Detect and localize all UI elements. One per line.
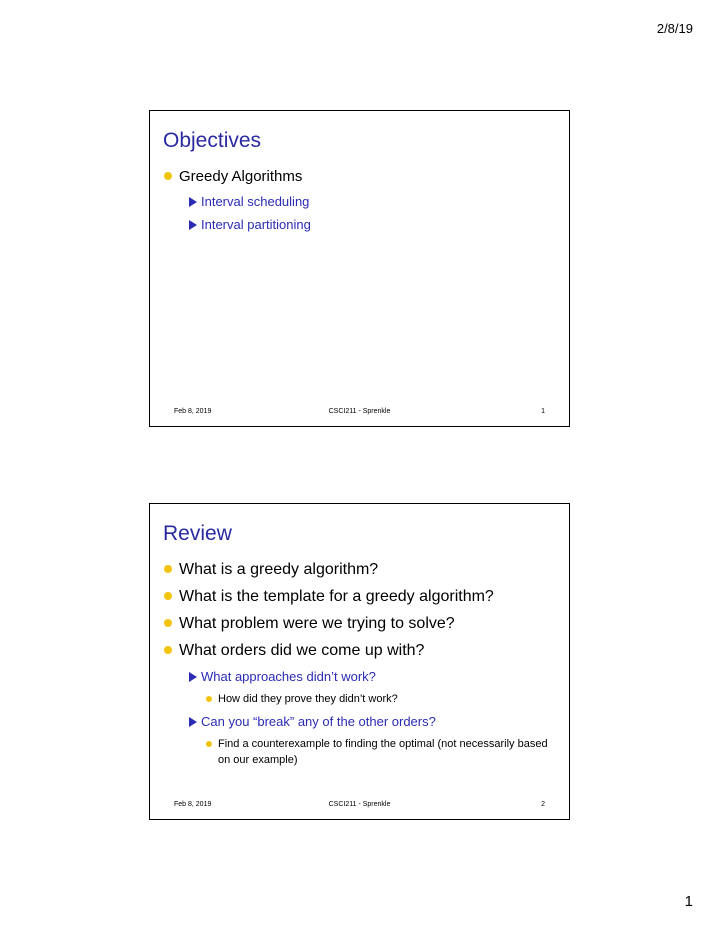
slide-footer	[150, 801, 569, 811]
bullet-item: What is the template for a greedy algorithm?	[163, 587, 561, 606]
sub-sub-bullet-item: How did they prove they didn’t work?	[163, 691, 561, 707]
slide-title: Objectives	[163, 129, 262, 152]
sub-bullet-text: Interval partitioning	[201, 217, 311, 232]
bullet-item: What is a greedy algorithm?	[163, 560, 561, 579]
footer-date: Feb 8, 2019	[174, 408, 212, 415]
bullet-item: What problem were we trying to solve?	[163, 614, 561, 633]
arrow-bullet-icon	[189, 717, 197, 727]
sub-bullet-item	[163, 216, 561, 233]
arrow-bullet-icon	[189, 672, 197, 682]
slide-2	[149, 503, 570, 820]
footer-slide-number: 2	[541, 801, 545, 808]
arrow-bullet-icon	[189, 197, 197, 207]
footer-course: CSCI211 - Sprenkle	[328, 801, 391, 808]
bullet-item: What orders did we come up with?	[163, 641, 561, 660]
page-number: 1	[684, 893, 693, 910]
sub-sub-bullet-item: Find a counterexample to finding the optimal (not necessarily based on our example)	[163, 736, 561, 768]
sub-bullet-item	[163, 193, 561, 210]
slide-1	[149, 110, 570, 427]
arrow-bullet-icon	[189, 220, 197, 230]
sub-bullet-text: Can you “break” any of the other orders?	[201, 714, 436, 729]
footer-slide-number: 1	[541, 408, 545, 415]
sub-bullet-text: What approaches didn’t work?	[201, 669, 376, 684]
footer-date: Feb 8, 2019	[174, 801, 212, 808]
sub-bullet-item	[163, 668, 561, 685]
slide-footer	[150, 408, 569, 418]
bullet-list	[163, 560, 561, 774]
footer-course: CSCI211 - Sprenkle	[328, 408, 391, 415]
bullet-item: Greedy Algorithms	[163, 167, 561, 186]
sub-bullet-text: Interval scheduling	[201, 194, 310, 209]
page-date: 2/8/19	[656, 21, 693, 36]
bullet-list	[163, 167, 561, 239]
slide-title: Review	[163, 522, 232, 545]
sub-bullet-item	[163, 713, 561, 730]
